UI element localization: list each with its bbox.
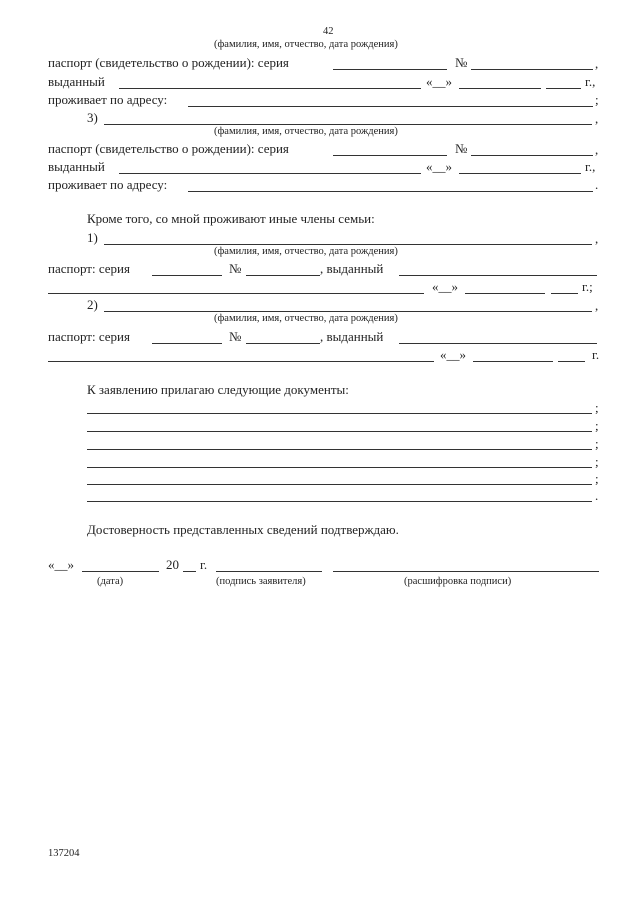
decode-caption: (расшифровка подписи) <box>404 576 512 587</box>
sign-year-suffix: г. <box>200 557 208 572</box>
dot: . <box>595 488 599 503</box>
year-suffix: г.; <box>582 279 593 294</box>
signature-field[interactable] <box>216 571 322 572</box>
number-sign: № <box>455 141 468 156</box>
number-sign: № <box>229 329 242 344</box>
issued-date-quote: «__» <box>432 279 458 294</box>
semicolon: ; <box>595 92 599 107</box>
fio-caption: (фамилия, имя, отчество, дата рождения) <box>214 39 398 50</box>
issued-by-field[interactable] <box>399 275 597 276</box>
series-field[interactable] <box>333 155 447 156</box>
semicolon: ; <box>595 454 599 469</box>
address-field[interactable] <box>188 106 593 107</box>
member-2-label: 2) <box>87 297 98 312</box>
year-suffix: г. <box>592 347 600 362</box>
document-line-2[interactable] <box>87 431 592 432</box>
member-1-fio-field[interactable] <box>104 244 592 245</box>
issued-date-quote: «__» <box>426 74 452 89</box>
issued-year-field[interactable] <box>551 293 578 294</box>
issued-month-field[interactable] <box>459 88 541 89</box>
comma: , <box>595 142 599 157</box>
passport-label: паспорт (свидетельство о рождении): серия <box>48 55 289 70</box>
issued-year-field[interactable] <box>546 88 581 89</box>
document-line-4[interactable] <box>87 467 592 468</box>
year-suffix: г., <box>585 74 596 89</box>
issued-by-field[interactable] <box>119 88 421 89</box>
issued-date-quote: «__» <box>440 347 466 362</box>
passport-label: паспорт (свидетельство о рождении): серия <box>48 141 289 156</box>
semicolon: ; <box>595 418 599 433</box>
issued-date-quote: «__» <box>426 159 452 174</box>
issued-by-field[interactable] <box>399 343 597 344</box>
number-field[interactable] <box>471 155 593 156</box>
date-caption: (дата) <box>97 576 124 587</box>
lives-label: проживает по адресу: <box>48 92 168 107</box>
semicolon: ; <box>595 471 599 486</box>
number-field[interactable] <box>471 69 593 70</box>
document-line-5[interactable] <box>87 484 592 485</box>
signature-caption: (подпись заявителя) <box>216 576 306 587</box>
semicolon: ; <box>595 400 599 415</box>
member-3-label: 3) <box>87 110 98 125</box>
document-line-6[interactable] <box>87 501 592 502</box>
sign-year-field[interactable] <box>183 571 196 572</box>
series-field[interactable] <box>333 69 447 70</box>
fio-caption: (фамилия, имя, отчество, дата рождения) <box>214 126 398 137</box>
member-3-fio-field[interactable] <box>104 124 592 125</box>
document-line-1[interactable] <box>87 413 592 414</box>
comma: , <box>595 298 599 313</box>
fio-caption: (фамилия, имя, отчество, дата рождения) <box>214 246 398 257</box>
series-field[interactable] <box>152 343 222 344</box>
issued-by-field[interactable] <box>119 173 421 174</box>
sign-month-field[interactable] <box>82 571 159 572</box>
page-number: 42 <box>323 26 334 37</box>
number-sign: № <box>229 261 242 276</box>
issued-month-field[interactable] <box>473 361 553 362</box>
comma: , <box>595 231 599 246</box>
issued-label: , выданный <box>320 261 384 276</box>
other-members-title: Кроме того, со мной проживают иные члены семьи: <box>87 211 375 226</box>
document-code: 137204 <box>48 848 80 859</box>
semicolon: ; <box>595 436 599 451</box>
document-line-3[interactable] <box>87 449 592 450</box>
issued-label: выданный <box>48 159 105 174</box>
issued-by-cont-field[interactable] <box>48 361 434 362</box>
passport-short-label: паспорт: серия <box>48 261 130 276</box>
sign-date-quote: «__» <box>48 557 74 572</box>
series-field[interactable] <box>152 275 222 276</box>
member-2-fio-field[interactable] <box>104 311 592 312</box>
number-field[interactable] <box>246 275 320 276</box>
passport-short-label: паспорт: серия <box>48 329 130 344</box>
dot: . <box>595 177 599 192</box>
year-suffix: г., <box>585 159 596 174</box>
issued-month-field[interactable] <box>465 293 545 294</box>
comma: , <box>595 111 599 126</box>
number-sign: № <box>455 55 468 70</box>
issued-label: выданный <box>48 74 105 89</box>
member-1-label: 1) <box>87 230 98 245</box>
number-field[interactable] <box>246 343 320 344</box>
lives-label: проживает по адресу: <box>48 177 168 192</box>
address-field[interactable] <box>188 191 593 192</box>
documents-title: К заявлению прилагаю следующие документы: <box>87 382 349 397</box>
issued-label: , выданный <box>320 329 384 344</box>
signature-decode-field[interactable] <box>333 571 599 572</box>
confirm-text: Достоверность представленных сведений подтверждаю. <box>87 522 399 537</box>
comma: , <box>595 56 599 71</box>
issued-year-field[interactable] <box>558 361 585 362</box>
issued-by-cont-field[interactable] <box>48 293 424 294</box>
sign-year-prefix: 20 <box>166 557 179 572</box>
fio-caption: (фамилия, имя, отчество, дата рождения) <box>214 313 398 324</box>
issued-month-field[interactable] <box>459 173 581 174</box>
